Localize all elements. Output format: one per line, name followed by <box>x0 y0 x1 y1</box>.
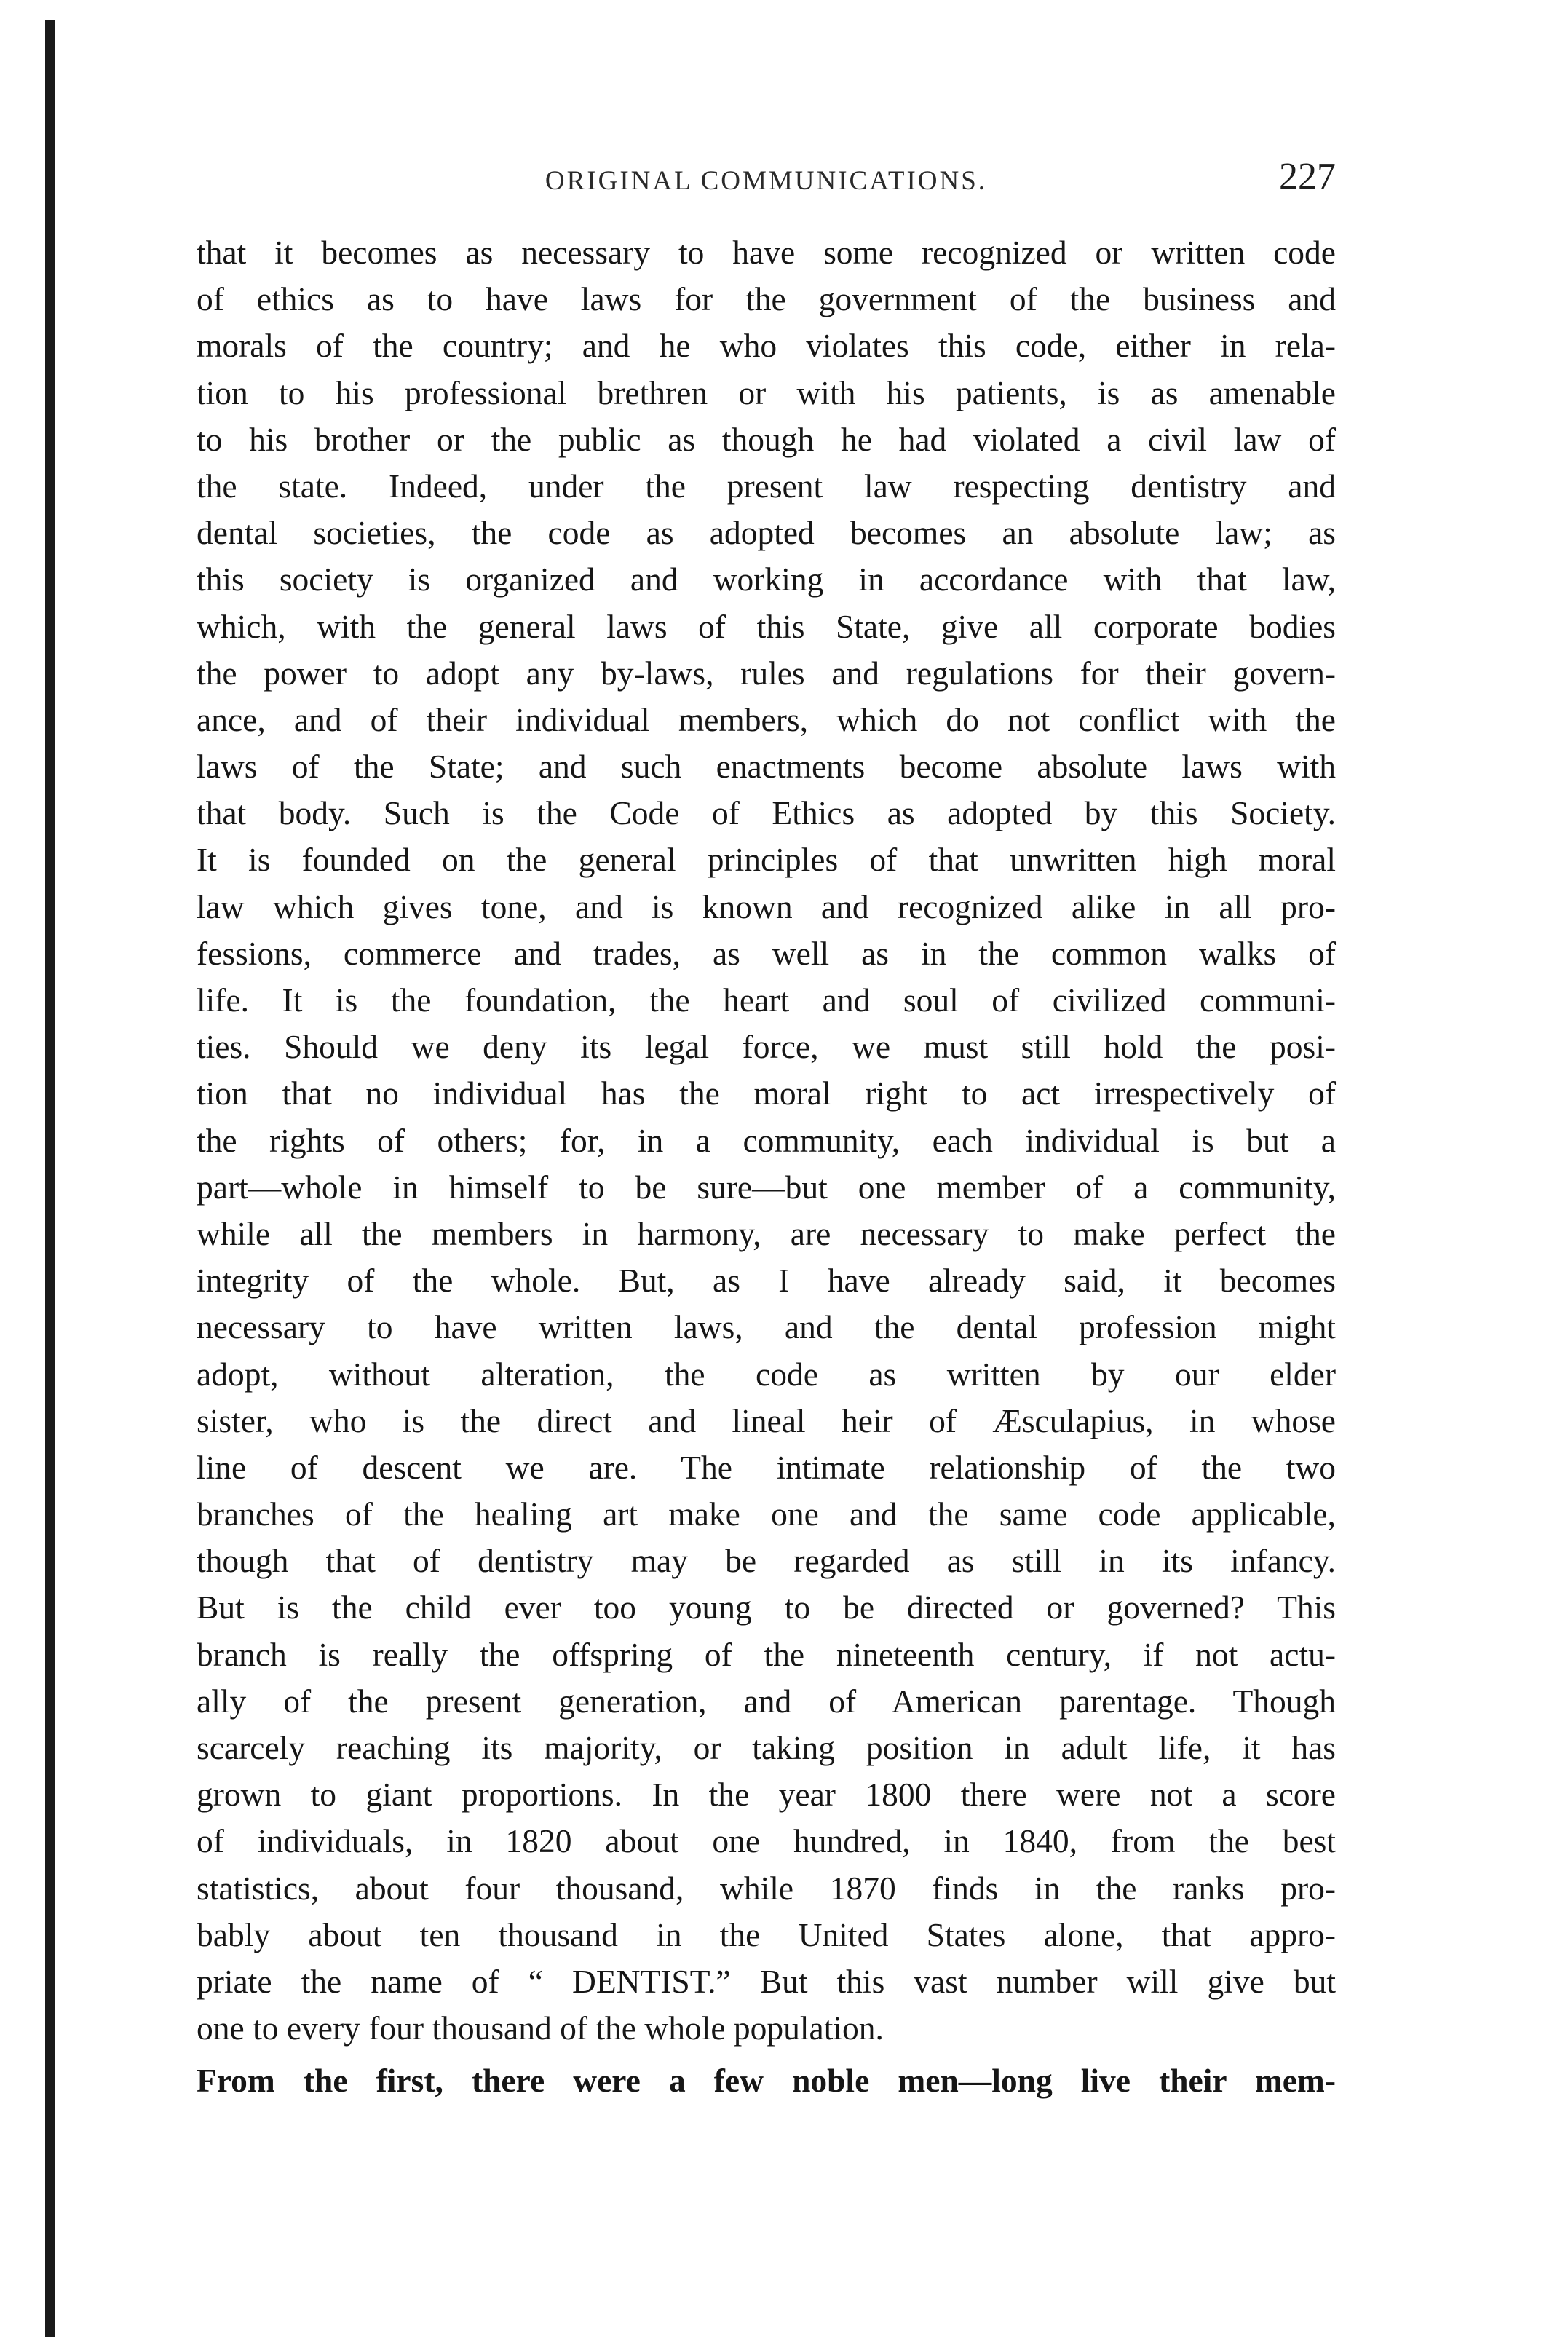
text-line: branch is really the offspring of the nineteenth century, if not actu- <box>197 1635 1336 1673</box>
text-line: dental societies, the code as adopted becomes an absolute law; as <box>197 514 1336 552</box>
text-line: the power to adopt any by-laws, rules and regulations for their govern- <box>197 654 1336 692</box>
text-line: From the first, there were a few noble men—long live their mem- <box>197 2062 1336 2100</box>
text-line: bably about ten thousand in the United States alone, that appro- <box>197 1915 1336 1953</box>
paragraph-2 <box>197 2057 1336 2104</box>
text-line: that it becomes as necessary to have some recognized or written code <box>197 234 1336 271</box>
text-line: the rights of others; for, in a community, each individual is but a <box>197 1121 1336 1159</box>
text-line: tion to his professional brethren or with his patients, is as amenable <box>197 373 1336 411</box>
text-line: of ethics as to have laws for the government of the business and <box>197 280 1336 318</box>
body-text <box>197 229 1336 2105</box>
text-line: ties. Should we deny its legal force, we must still hold the posi- <box>197 1028 1336 1066</box>
text-line: sister, who is the direct and lineal heir of Æsculapius, in whose <box>197 1401 1336 1439</box>
text-line: It is founded on the general principles of that unwritten high moral <box>197 841 1336 879</box>
text-line: life. It is the foundation, the heart and soul of civilized communi- <box>197 981 1336 1019</box>
text-line: this society is organized and working in accordance with that law, <box>197 561 1336 598</box>
text-line: the state. Indeed, under the present law respecting dentistry and <box>197 467 1336 505</box>
text-line: law which gives tone, and is known and recognized alike in all pro- <box>197 887 1336 925</box>
running-title: ORIGINAL COMMUNICATIONS. <box>545 166 988 196</box>
text-line: line of descent we are. The intimate relationship of the two <box>197 1448 1336 1486</box>
text-line: morals of the country; and he who violates this code, either in rela- <box>197 327 1336 365</box>
text-line: necessary to have written laws, and the dental profession might <box>197 1308 1336 1346</box>
text-line: that body. Such is the Code of Ethics as adopted by this Society. <box>197 794 1336 832</box>
page-number: 227 <box>1279 156 1336 197</box>
text-line: to his brother or the public as though he had violated a civil law of <box>197 420 1336 458</box>
text-line: one to every four thousand of the whole population. <box>197 2009 884 2047</box>
text-line: while all the members in harmony, are necessary to make perfect the <box>197 1214 1336 1252</box>
text-line: ally of the present generation, and of American parentage. Though <box>197 1682 1336 1720</box>
text-line: adopt, without alteration, the code as written by our elder <box>197 1355 1336 1393</box>
text-line: fessions, commerce and trades, as well as in the common walks of <box>197 934 1336 972</box>
text-line: ance, and of their individual members, which do not conflict with the <box>197 700 1336 738</box>
running-head <box>197 149 1336 200</box>
paragraph-1 <box>197 229 1336 2052</box>
text-line: though that of dentistry may be regarded as still in its infancy. <box>197 1542 1336 1580</box>
text-line: of individuals, in 1820 about one hundred, in 1840, from the best <box>197 1822 1336 1860</box>
text-line: But is the child ever too young to be directed or governed? This <box>197 1589 1336 1626</box>
text-line: part—whole in himself to be sure—but one member of a community, <box>197 1168 1336 1206</box>
text-line: laws of the State; and such enactments become absolute laws with <box>197 748 1336 786</box>
text-line: statistics, about four thousand, while 1870 finds in the ranks pro- <box>197 1869 1336 1907</box>
text-line: scarcely reaching its majority, or taking position in adult life, it has <box>197 1729 1336 1766</box>
text-line: integrity of the whole. But, as I have already said, it becomes <box>197 1262 1336 1300</box>
text-line: branches of the healing art make one and the same code applicable, <box>197 1495 1336 1533</box>
text-line: priate the name of “ DENTIST.” But this vast number will give but <box>197 1962 1336 2000</box>
text-line: tion that no individual has the moral right to act irrespectively of <box>197 1075 1336 1112</box>
text-line: which, with the general laws of this State, give all corporate bodies <box>197 607 1336 645</box>
text-line: grown to giant proportions. In the year 1800 there were not a score <box>197 1776 1336 1814</box>
